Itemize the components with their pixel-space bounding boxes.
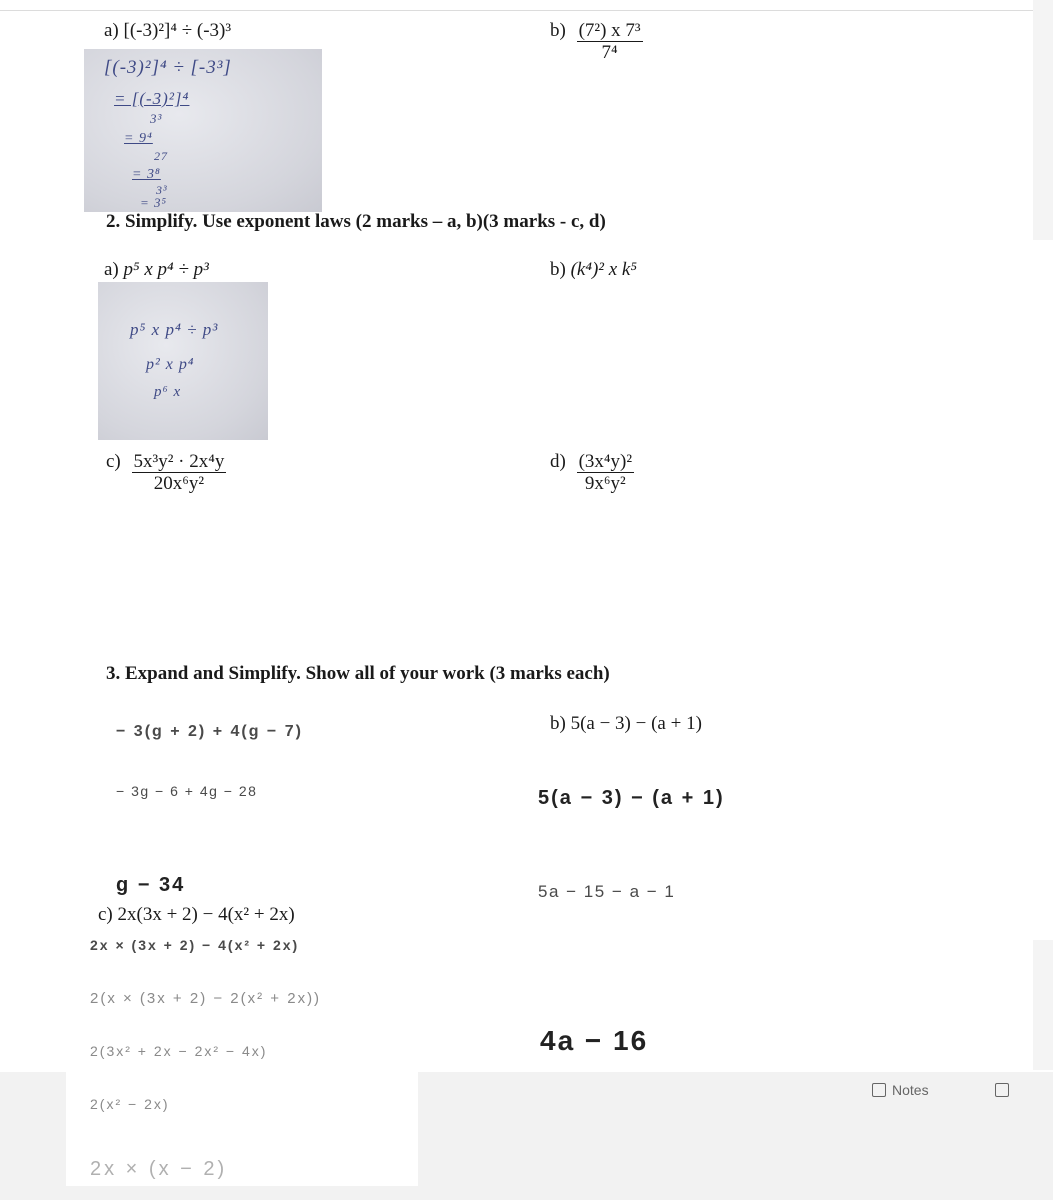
- handwritten-line: p⁶ x: [154, 384, 182, 400]
- checkbox-icon: [995, 1083, 1009, 1097]
- handwritten-line: = [(-3)²]⁴: [114, 89, 190, 108]
- q1b-denominator: 7⁴: [601, 42, 618, 63]
- q3b-line: 5a − 15 − a − 1: [538, 882, 676, 901]
- right-edge-strip: [1033, 940, 1053, 1070]
- q1a-label: a): [104, 20, 119, 41]
- q2a-problem: [104, 259, 209, 281]
- q2b-label: b): [550, 259, 566, 280]
- q3b-expression: 5(a − 3) − (a + 1): [570, 713, 702, 734]
- q2a-handwritten-work-photo: [98, 282, 268, 440]
- q3-heading: 3. Expand and Simplify. Show all of your work (3 marks each): [106, 663, 610, 684]
- q3c-line: 2(x × (3x + 2) − 2(x² + 2x)): [90, 990, 322, 1007]
- handwritten-line: = 9⁴: [124, 131, 153, 146]
- q3b-problem: [550, 713, 702, 735]
- handwritten-line: = 3⁵: [140, 195, 168, 210]
- q3b-label: b): [550, 713, 566, 734]
- q1a-handwritten-work-photo: [84, 49, 322, 212]
- q2c-problem: [106, 451, 226, 495]
- q1b-problem: [550, 20, 643, 64]
- handwritten-line: = 3⁸: [132, 167, 161, 182]
- q2d-fraction: [577, 451, 634, 495]
- q3c-line: 2(x² − 2x): [90, 1096, 170, 1112]
- q2d-problem: [550, 451, 634, 495]
- q3a-answer: g − 34: [116, 874, 186, 896]
- top-divider: [0, 10, 1033, 11]
- q3c-problem: [98, 904, 295, 926]
- q3b-line: 5(a − 3) − (a + 1): [538, 787, 725, 809]
- q3c-answer: 2x × (x − 2): [90, 1158, 228, 1180]
- q2d-numerator: (3x⁴y)²: [578, 451, 633, 472]
- right-edge-strip: [1033, 0, 1053, 240]
- q1b-fraction: [577, 20, 643, 64]
- notes-label: Notes: [892, 1082, 929, 1098]
- q3c-line: 2(3x² + 2x − 2x² − 4x): [90, 1043, 268, 1059]
- secondary-toggle[interactable]: [995, 1082, 1015, 1098]
- handwritten-line: p² x p⁴: [146, 356, 195, 373]
- handwritten-line: 3³: [150, 111, 163, 126]
- q2d-label: d): [550, 451, 566, 472]
- notes-toggle[interactable]: [872, 1082, 929, 1098]
- q1b-label: b): [550, 20, 566, 41]
- handwritten-line: [(-3)²]⁴ ÷ [-3³]: [104, 57, 232, 78]
- q1a-expression: [(-3)²]⁴ ÷ (-3)³: [123, 20, 232, 41]
- handwritten-line: 3³: [156, 183, 168, 197]
- q2c-numerator: 5x³y² · 2x⁴y: [133, 451, 225, 472]
- q1b-numerator: (7²) x 7³: [578, 20, 641, 41]
- q2c-denominator: 20x⁶y²: [153, 473, 205, 494]
- q2c-fraction: [132, 451, 227, 495]
- q1a-problem: [104, 20, 231, 42]
- q2c-label: c): [106, 451, 121, 472]
- q2-heading: 2. Simplify. Use exponent laws (2 marks – a, b)(3 marks - c, d): [106, 211, 606, 232]
- q3c-expression: 2x(3x + 2) − 4(x² + 2x): [117, 904, 295, 925]
- q3a-line: − 3g − 6 + 4g − 28: [116, 783, 258, 799]
- handwritten-line: 27: [154, 149, 168, 163]
- q3c-line: 2x × (3x + 2) − 4(x² + 2x): [90, 937, 300, 953]
- q2a-expression: p⁵ x p⁴ ÷ p³: [123, 259, 209, 280]
- q3c-label: c): [98, 904, 113, 925]
- q2d-denominator: 9x⁶y²: [584, 473, 626, 494]
- handwritten-line: p⁵ x p⁴ ÷ p³: [130, 320, 219, 339]
- checkbox-icon: [872, 1083, 886, 1097]
- q2b-problem: [550, 259, 637, 281]
- q3b-answer: 4a − 16: [540, 1025, 649, 1056]
- q2a-label: a): [104, 259, 119, 280]
- q2b-expression: (k⁴)² x k⁵: [570, 259, 637, 280]
- q3a-line: − 3(g + 2) + 4(g − 7): [116, 723, 303, 740]
